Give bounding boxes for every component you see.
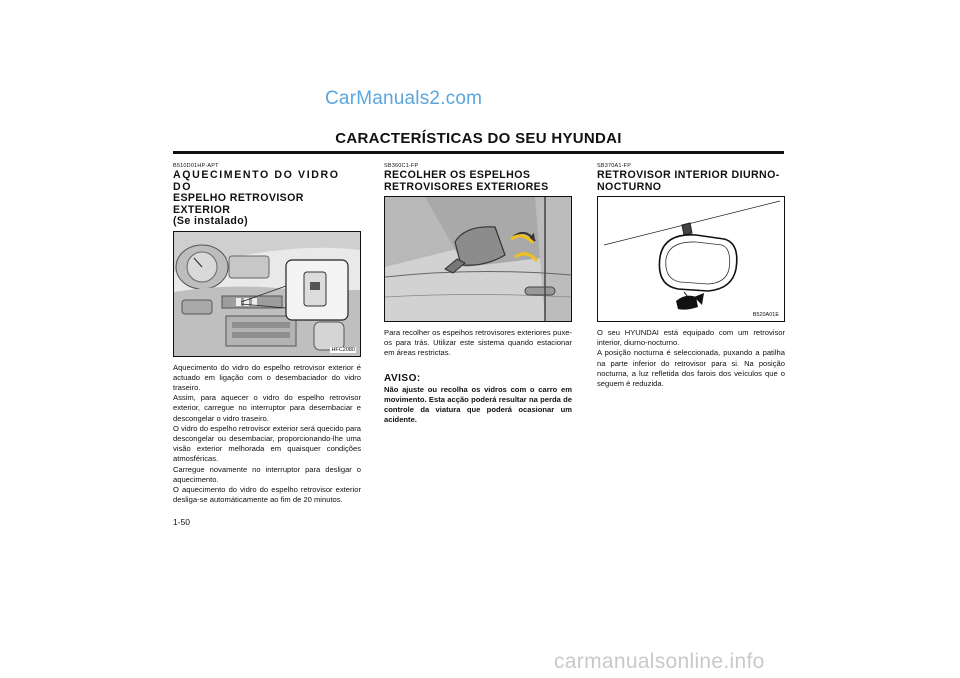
rearview-mirror-drawing [598,197,784,321]
paragraph: Carregue novamente no interruptor para desligar o aquecimento. [173,464,361,484]
section-title-line: ESPELHO RETROVISOR EXTERIOR [173,192,304,216]
paragraph: Assim, para aquecer o vidro do espelho retrovisor exterior, carregue no interruptor para desembaciar e descongelar o vidro traseiro. [173,393,361,423]
section-code: SB360C1-FP [384,163,419,169]
dashboard-defroster-illustration [173,231,361,357]
paragraph: O aquecimento do vidro do espelho retrovisor exterior desliga-se automáticamente ao fim de 20 minutos. [173,484,361,505]
section-body [597,328,785,389]
paragraph: Aquecimento do vidro do espelho retrovisor exterior é actuado em ligação com o desembaciador do vidro traseiro. [173,362,361,392]
section-title-line: NOCTURNO [597,180,662,193]
section-title-line: RECOLHER OS ESPELHOS [384,169,531,181]
section-body [173,363,361,506]
section-interior-mirror [597,163,785,389]
watermark-top[interactable]: CarManuals2.com [325,88,483,109]
page-number: 1-50 [173,517,191,527]
paragraph: O vidro do espelho retrovisor exterior será quecido para descongelar ou desembaciar, proporcionando-lhe uma visão exterior melhorada em quaisquer condições atmosféricas. [173,423,361,464]
section-title-line: AQUECIMENTO DO VIDRO DO [173,169,340,193]
header-divider [173,151,784,154]
section-title-line: RETROVISOR INTERIOR DIURNO- [597,169,780,181]
warning-text: Não ajuste ou recolha os vidros com o carro em movimento. Esta acção poderá resultar na perda de controle da viatura que poderá ocasionar um acidente. [384,384,572,425]
page-title: CARACTERÍSTICAS DO SEU HYUNDAI [335,130,622,147]
section-code: SB370A1-FP [597,163,632,169]
paragraph: O seu HYUNDAI está equipado com um retrovisor interior, diurno-nocturno. [597,328,785,348]
dashboard-drawing [174,232,360,356]
watermark-bottom[interactable]: carmanualsonline.info [554,650,765,673]
section-title [173,170,361,228]
section-title-line: RETROVISORES EXTERIORES [384,180,549,193]
paragraph: Para recolher os espeihos retrovisores exteriores puxe-os para trás. Utilizar este sistema quando estacionar em áreas restrictas. [384,328,572,358]
figure-label: HFC2080 [331,346,355,353]
section-fold-mirrors [384,163,572,425]
paragraph: A posição nocturna é seleccionada, puxando a patilha na parte inferior do retrovisor para si. Na posição nocturna, a luz refletida dos farois dos veículos que o seguem é reduzida. [597,348,785,389]
section-title-line: (Se instalado) [173,215,249,227]
section-title [384,170,572,193]
section-title [597,170,785,193]
car-door-drawing [385,197,571,321]
section-mirror-heating [173,163,361,505]
warning-heading: AVISO: [384,372,421,384]
folding-mirror-illustration [384,196,572,322]
figure-label: B520A01E [752,312,779,318]
section-body [384,328,572,359]
section-code: B510D01HP-APT [173,163,219,169]
interior-mirror-illustration [597,196,785,322]
